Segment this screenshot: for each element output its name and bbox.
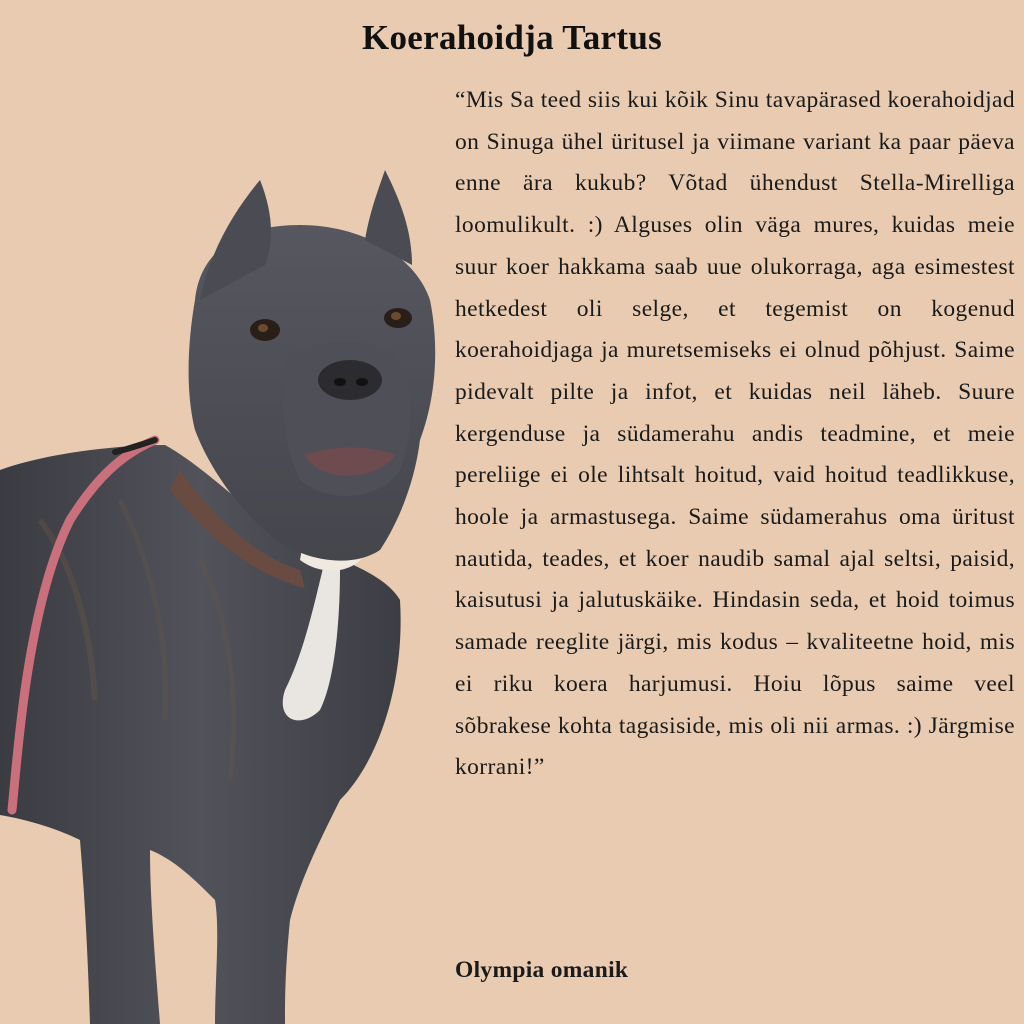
cane-corso-dog-photo <box>0 0 460 1024</box>
page-title: Koerahoidja Tartus <box>361 18 663 57</box>
dog-nose <box>318 360 382 400</box>
testimonial-text: “Mis Sa teed siis kui kõik Sinu tavapärased koerahoidjad on Sinuga ühel üritusel ja viimane variant ka paar päeva enne ära kukub? Võtad ühendust Stella-Mirelliga loomulikult. :) Alguses olin väga mures, kuidas meie suur koer hakkama saab uue olukorraga, aga esimestest hetkedest oli selge, et tegemist on kogenud koerahoidjaga ja muretsemiseks ei olnud põhjust. Saime pidevalt pilte ja infot, et kuidas neil läheb. Suure kergenduse ja südamerahu andis teadmine, et meie pereliige ei ole lihtsalt hoitud, vaid hoitud teadlikkuse, hoole ja armastusega. Saime südamerahus oma üritust nautida, teades, et koer naudib samal ajal seltsi, paisid, kaisutusi ja jalutuskäike. Hindasin seda, et hoid toimus samade reeglite järgi, mis kodus – kvaliteetne hoid, mis ei riku koera harjumusi. Hoiu lõpus saime veel sõbrakese kohta tagasiside, mis oli nii armas. :) Järgmise korrani!” <box>455 87 1015 781</box>
testimonial-author: Olympia omanik <box>455 957 629 983</box>
